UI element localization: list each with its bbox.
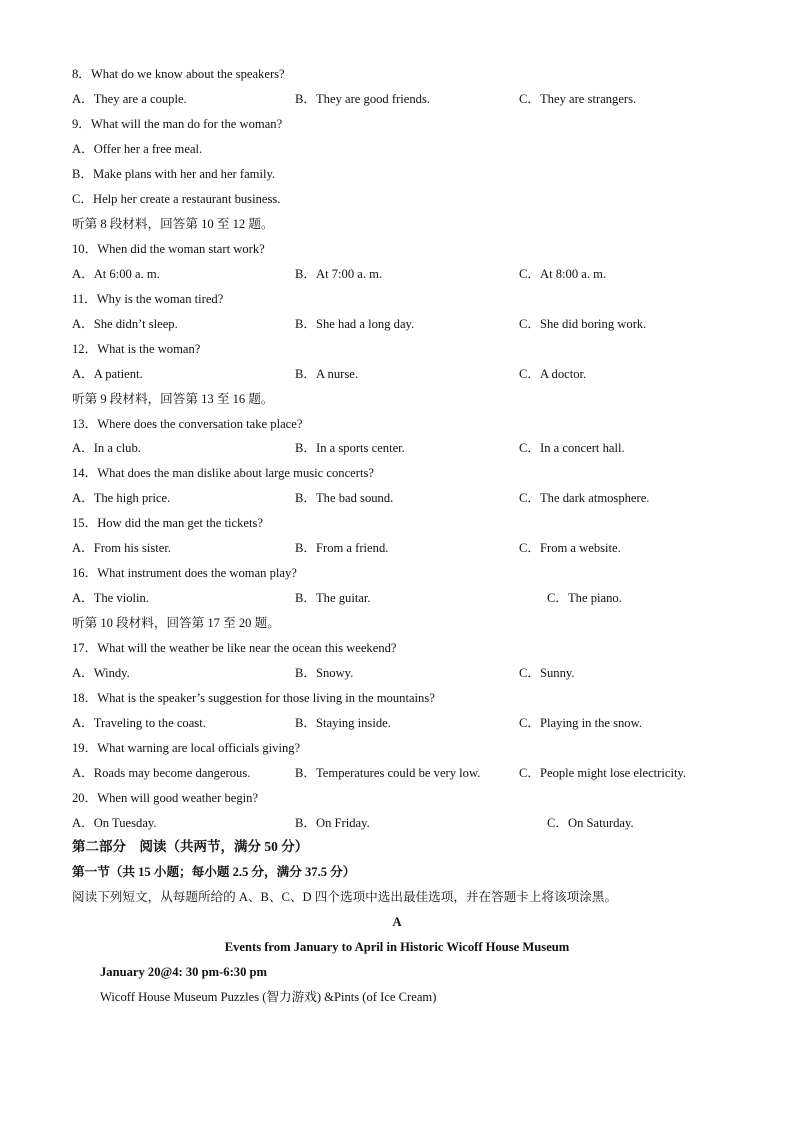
question-10-stem: 10．When did the woman start work? [72, 242, 265, 256]
question-14-option-a: A．The high price. [72, 491, 171, 505]
question-20-option-b: B．On Friday. [295, 816, 370, 830]
question-16-stem: 16．What instrument does the woman play? [72, 566, 297, 580]
question-17-option-b: B．Snowy. [295, 666, 354, 680]
question-18-option-c: C．Playing in the snow. [519, 716, 643, 730]
question-18-stem: 18．What is the speaker’s suggestion for those living in the mountains? [72, 691, 435, 705]
section-1-heading: 第一节（共 15 小题；每小题 2.5 分，满分 37.5 分） [72, 865, 356, 879]
question-15-stem: 15．How did the man get the tickets? [72, 516, 263, 530]
question-13-stem: 13．Where does the conversation take place? [72, 417, 303, 431]
question-19-option-b: B．Temperatures could be very low. [295, 766, 481, 780]
question-12-option-c: C．A doctor. [519, 367, 587, 381]
question-13-option-a: A．In a club. [72, 441, 141, 455]
question-8-stem: 8．What do we know about the speakers? [72, 67, 285, 81]
question-16-option-c: C．The piano. [547, 591, 622, 605]
question-14-option-c: C．The dark atmosphere. [519, 491, 650, 505]
passage-title: Events from January to April in Historic Wicoff House Museum [224, 940, 570, 954]
question-12-stem: 12．What is the woman? [72, 342, 201, 356]
question-20-option-a: A．On Tuesday. [72, 816, 157, 830]
question-11-option-a: A．She didn’t sleep. [72, 317, 178, 331]
passage-letter: A [392, 915, 402, 929]
question-14-stem: 14．What does the man dislike about large music concerts? [72, 466, 374, 480]
question-17-option-a: A．Windy. [72, 666, 130, 680]
reading-instructions: 阅读下列短文，从每题所给的 A、B、C、D 四个选项中选出最佳选项，并在答题卡上将该项涂黑。 [72, 890, 618, 904]
question-9-option-b: B．Make plans with her and her family. [72, 167, 276, 181]
question-10-option-c: C．At 8:00 a. m. [519, 267, 607, 281]
question-9-stem: 9．What will the man do for the woman? [72, 117, 283, 131]
event-1-description: Wicoff House Museum Puzzles (智力游戏) &Pints (of Ice Cream) [100, 990, 437, 1004]
question-19-option-a: A．Roads may become dangerous. [72, 766, 251, 780]
question-15-option-a: A．From his sister. [72, 541, 172, 555]
question-20-stem: 20．When will good weather begin? [72, 791, 259, 805]
part-2-heading: 第二部分 阅读（共两节，满分 50 分） [72, 839, 309, 854]
question-13-option-c: C．In a concert hall. [519, 441, 625, 455]
question-8-option-b: B．They are good friends. [295, 92, 430, 106]
question-12-option-a: A．A patient. [72, 367, 143, 381]
question-14-option-b: B．The bad sound. [295, 491, 394, 505]
question-17-stem: 17．What will the weather be like near the ocean this weekend? [72, 641, 397, 655]
question-11-option-c: C．She did boring work. [519, 317, 647, 331]
question-20-option-c: C．On Saturday. [547, 816, 634, 830]
question-11-stem: 11．Why is the woman tired? [72, 292, 224, 306]
question-19-option-c: C．People might lose electricity. [519, 766, 687, 780]
event-1-date: January 20@4: 30 pm-6:30 pm [100, 965, 268, 979]
section-10-instruction: 听第 10 段材料，回答第 17 至 20 题。 [72, 616, 280, 630]
question-11-option-b: B．She had a long day. [295, 317, 415, 331]
question-17-option-c: C．Sunny. [519, 666, 575, 680]
question-19-stem: 19．What warning are local officials giving? [72, 741, 301, 755]
question-18-option-a: A．Traveling to the coast. [72, 716, 206, 730]
question-9-option-c: C．Help her create a restaurant business. [72, 192, 281, 206]
question-10-option-b: B．At 7:00 a. m. [295, 267, 383, 281]
question-16-option-a: A．The violin. [72, 591, 149, 605]
question-8-option-c: C．They are strangers. [519, 92, 637, 106]
section-8-instruction: 听第 8 段材料，回答第 10 至 12 题。 [72, 217, 274, 231]
question-12-option-b: B．A nurse. [295, 367, 358, 381]
question-13-option-b: B．In a sports center. [295, 441, 405, 455]
question-15-option-b: B．From a friend. [295, 541, 389, 555]
question-18-option-b: B．Staying inside. [295, 716, 391, 730]
question-8-option-a: A．They are a couple. [72, 92, 187, 106]
question-10-option-a: A．At 6:00 a. m. [72, 267, 160, 281]
section-9-instruction: 听第 9 段材料，回答第 13 至 16 题。 [72, 392, 274, 406]
question-15-option-c: C．From a website. [519, 541, 621, 555]
question-9-option-a: A．Offer her a free meal. [72, 142, 203, 156]
question-16-option-b: B．The guitar. [295, 591, 371, 605]
